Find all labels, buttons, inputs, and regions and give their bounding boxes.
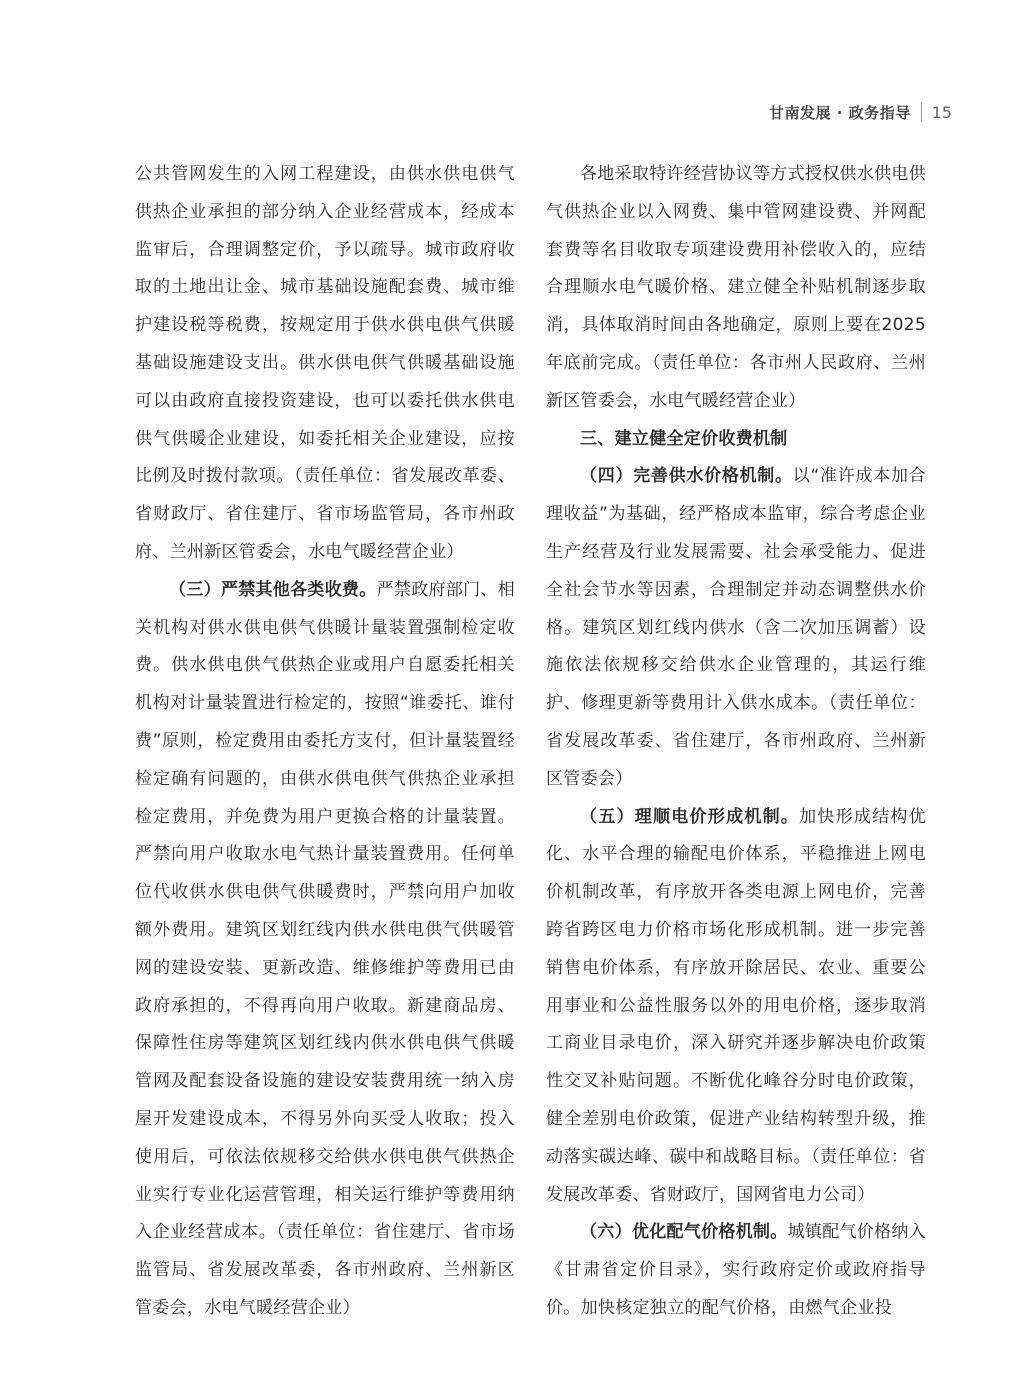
paragraph xyxy=(546,799,926,1215)
paragraph: 公共管网发生的入网工程建设，由供水供电供气供热企业承担的部分纳入企业经营成本，经成本监审后，合理调整定价，予以疏导。城市政府收取的土地出让金、城市基础设施配套费、城市维护建设税等税费，按规定用于供水供电供气供暖基础设施建设支出。供水供电供气供暖基础设施可以由政府直接投资建设，也可以委托供水供电供气供暖企业建设，如委托相关企业建设，应按比例及时拨付款项。（责任单位：省发展改革委、省财政厅、省住建厅、省市场监管局，各市州政府、兰州新区管委会，水电气暖经营企业） xyxy=(135,164,515,562)
section-lead: （四）完善供水价格机制。 xyxy=(580,466,793,487)
section-lead: （六）优化配气价格机制。 xyxy=(580,1222,788,1243)
section-heading: 三、建立健全定价收费机制 xyxy=(580,428,788,449)
paragraph: 各地采取特许经营协议等方式授权供水供电供气供热企业以入网费、集中管网建设费、并网配套费等名目收取专项建设费用补偿收入的，应结合理顺水电气暖价格、建立健全补贴机制逐步取消，具体取消时间由各地确定，原则上要在2025年底前完成。（责任单位：各市州人民政府、兰州新区管委会，水电气暖经营企业） xyxy=(546,164,926,411)
journal-title: 甘南发展 · 政务指导 xyxy=(768,103,911,122)
section-body: 以“准许成本加合理收益”为基础，经严格成本监审，综合考虑企业生产经营及行业发展需要、社会承受能力、促进全社会节水等因素，合理制定并动态调整供水价格。建筑区划红线内供水（含二次加压调蓄）设施依法依规移交给供水企业管理的，其运行维护、修理更新等费用计入供水成本。（责任单位：省发展改革委、省住建厅，各市州政府、兰州新区管委会） xyxy=(546,466,926,789)
page-header xyxy=(769,100,952,124)
header-divider xyxy=(921,102,922,122)
paragraph xyxy=(135,572,515,1328)
section-lead: （三）严禁其他各类收费。 xyxy=(169,579,377,600)
right-column xyxy=(546,156,926,1328)
section-body: 加快形成结构优化、水平合理的输配电价体系，平稳推进上网电价机制改革，有序放开各类电源上网电价，完善跨省跨区电力价格市场化形成机制。进一步完善销售电价体系，有序放开除居民、农业、重要公用事业和公益性服务以外的用电价格，逐步取消工商业目录电价，深入研究并逐步解决电价政策性交叉补贴问题。不断优化峰谷分时电价政策，健全差别电价政策，促进产业结构转型升级，推动落实碳达峰、碳中和战略目标。（责任单位：省发展改革委、省财政厅，国网省电力公司） xyxy=(546,806,926,1205)
section-body: 城镇配气价格纳入《甘肃省定价目录》，实行政府定价或政府指导价。加快核定独立的配气价格，由燃气企业投 xyxy=(546,1222,927,1318)
page-number: 15 xyxy=(931,102,952,122)
section-body: 严禁政府部门、相关机构对供水供电供气供暖计量装置强制检定收费。供水供电供气供热企业或用户自愿委托相关机构对计量装置进行检定的，按照“谁委托、谁付费”原则，检定费用由委托方支付，但计量装置经检定确有问题的，由供水供电供气供热企业承担检定费用，并免费为用户更换合格的计量装置。严禁向用户收取水电气热计量装置费用。任何单位代收供水供电供气供暖费时，严禁向用户加收额外费用。建筑区划红线内供水供电供气供暖管网的建设安装、更新改造、维修维护等费用已由政府承担的，不得再向用户收取。新建商品房、保障性住房等建筑区划红线内供水供电供气供暖管网及配套设备设施的建设安装费用统一纳入房屋开发建设成本，不得另外向买受人收取；投入使用后，可依法依规移交给供水供电供气供热企业实行专业化运营管理，相关运行维护等费用纳入企业经营成本。（责任单位：省住建厅、省市场监管局、省发展改革委，各市州政府、兰州新区管委会，水电气暖经营企业） xyxy=(135,579,516,1318)
paragraph xyxy=(546,458,926,798)
paragraph xyxy=(546,1214,926,1327)
left-column xyxy=(135,156,515,1328)
section-lead: （五）理顺电价形成机制。 xyxy=(580,806,800,827)
